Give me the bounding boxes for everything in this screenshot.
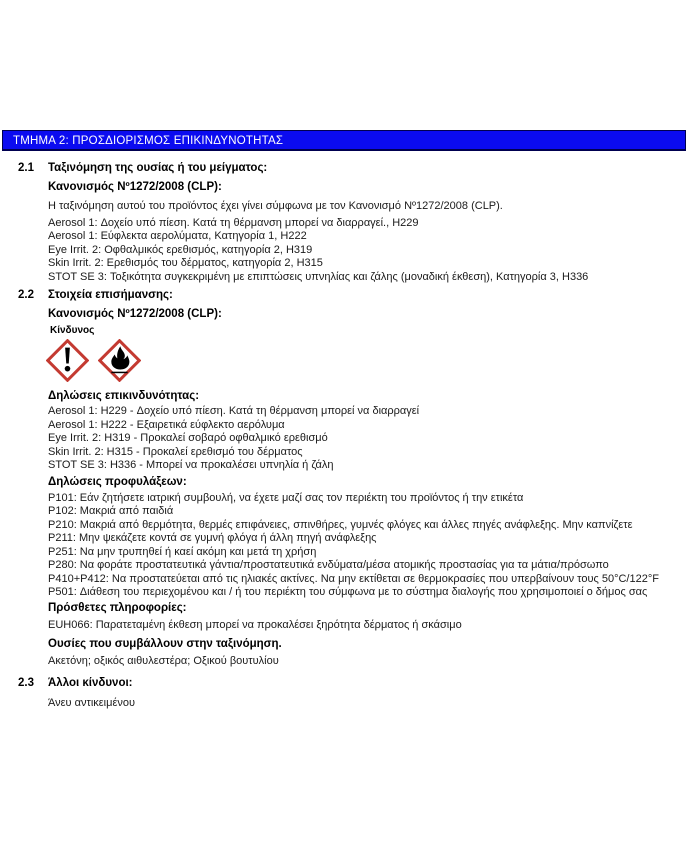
additional-info-list — [48, 619, 689, 633]
section-2-2-heading — [0, 289, 689, 301]
ghs07-exclamation-pictogram-icon — [46, 339, 89, 382]
section-2-3-title: Άλλοι κίνδυνοι: — [48, 676, 133, 689]
classification-item: STOT SE 3: Τοξικότητα συγκεκριμένη με επιπτώσεις υπνηλίας και ζάλης (μοναδική έκθεση), Κατηγορία 3, H336 — [48, 270, 589, 283]
other-hazards-body: Άνευ αντικειμένου — [48, 696, 135, 709]
section-2-header-bar — [2, 130, 686, 151]
classification-list — [48, 217, 689, 285]
precautionary-statement: P101: Εάν ζητήσετε ιατρική συμβουλή, να έχετε μαζί σας τον περιέκτη του προϊόντος ή την ετικέτα — [48, 491, 524, 504]
additional-statement: EUH066: Παρατεταμένη έκθεση μπορεί να προκαλέσει ξηρότητα δέρματος ή σκάσιμο — [48, 618, 462, 631]
hazard-statement: Aerosol 1: H229 - Δοχείο υπό πίεση. Κατά τη θέρμανση μπορεί να διαρραγεί — [48, 405, 420, 417]
hazard-statements-heading: Δηλώσεις επικινδυνότητας: — [48, 390, 200, 402]
classification-item: Eye Irrit. 2: Οφθαλμικός ερεθισμός, κατηγορία 2, H319 — [48, 243, 313, 256]
hazard-statement: Skin Irrit. 2: H315 - Προκαλεί ερεθισμό του δέρματος — [48, 445, 303, 458]
section-2-2-number: 2.2 — [18, 289, 34, 301]
section-2-2-title: Στοιχεία επισήμανσης: — [48, 289, 173, 301]
additional-info-heading: Πρόσθετες πληροφορίες: — [48, 601, 187, 614]
classification-intro: Η ταξινόμηση αυτού του προϊόντος έχει γίνει σύμφωνα με τον Κανονισμό Nº1272/2008 (CLP). — [48, 200, 503, 212]
classification-item: Skin Irrit. 2: Ερεθισμός του δέρματος, κατηγορία 2, H315 — [48, 257, 323, 269]
regulation-heading-2-2: Κανονισμός Nº1272/2008 (CLP): — [48, 308, 222, 320]
precautionary-statement: P210: Μακριά από θερμότητα, θερμές επιφάνειες, σπινθήρες, γυμνές φλόγες και άλλες πηγές ανάφλεξης. Μην καπνίζετε — [48, 518, 633, 531]
hazard-statements-list — [48, 405, 689, 473]
hazard-statement: Eye Irrit. 2: H319 - Προκαλεί σοβαρό οφθαλμικό ερεθισμό — [48, 432, 328, 444]
section-2-1-number: 2.1 — [18, 162, 34, 174]
section-2-3-number: 2.3 — [18, 676, 34, 689]
hazard-statement: STOT SE 3: H336 - Μπορεί να προκαλέσει υπνηλία ή ζάλη — [48, 459, 334, 471]
classification-item: Aerosol 1: Εύφλεκτα αερολύματα, Κατηγορία 1, H222 — [48, 230, 307, 242]
signal-word: Κίνδυνος — [50, 325, 95, 336]
precautionary-statement: P251: Να μην τρυπηθεί ή καεί ακόμη και μετά τη χρήση — [48, 545, 317, 558]
precautionary-statements-list — [48, 492, 689, 600]
hazard-statement: Aerosol 1: H222 - Εξαιρετικά εύφλεκτο αερόλυμα — [48, 418, 285, 431]
classification-item: Aerosol 1: Δοχείο υπό πίεση. Κατά τη θέρμανση μπορεί να διαρραγεί., H229 — [48, 216, 419, 229]
section-2-title: ΤΜΗΜΑ 2: ΠΡΟΣΔΙΟΡΙΣΜΟΣ ΕΠΙΚΙΝΔΥΝΟΤΗΤΑΣ — [13, 135, 284, 147]
precautionary-statement: P410+P412: Να προστατεύεται από τις ηλιακές ακτίνες. Να μην εκτίθεται σε θερμοκρασίες που υπερβαίνουν τους 50°C/122°F — [48, 572, 659, 585]
section-2-1-heading — [0, 162, 689, 174]
substances-heading: Ουσίες που συμβάλλουν στην ταξινόμηση. — [48, 638, 282, 650]
section-2-1-title: Ταξινόμηση της ουσίας ή του μείγματος: — [48, 162, 268, 174]
regulation-heading-2-1: Κανονισμός Nº1272/2008 (CLP): — [48, 181, 222, 193]
precautionary-statement: P280: Να φοράτε προστατευτικά γάντια/προστατευτικά ενδύματα/μέσα ατομικής προστασίας για τα μάτια/πρόσωπο — [48, 559, 609, 571]
precautionary-statement: P501: Διάθεση του περιεχομένου και / ή του περιέκτη του σύμφωνα με το σύστημα διαλογής που χρησιμοποιεί ο δήμος σας — [48, 586, 648, 598]
precautionary-statement: P211: Μην ψεκάζετε κοντά σε γυμνή φλόγα ή άλλη πηγή ανάφλεξης — [48, 532, 377, 544]
precautionary-statement: P102: Μακριά από παιδιά — [48, 505, 174, 517]
section-2-3-heading — [0, 677, 689, 689]
ghs02-flame-pictogram-icon — [98, 339, 141, 382]
ghs-pictogram-row — [46, 339, 689, 382]
substances-list: Ακετόνη; οξικός αιθυλεστέρα; Οξικού βουτυλίου — [48, 655, 279, 667]
precautionary-statements-heading: Δηλώσεις προφυλάξεων: — [48, 475, 187, 488]
